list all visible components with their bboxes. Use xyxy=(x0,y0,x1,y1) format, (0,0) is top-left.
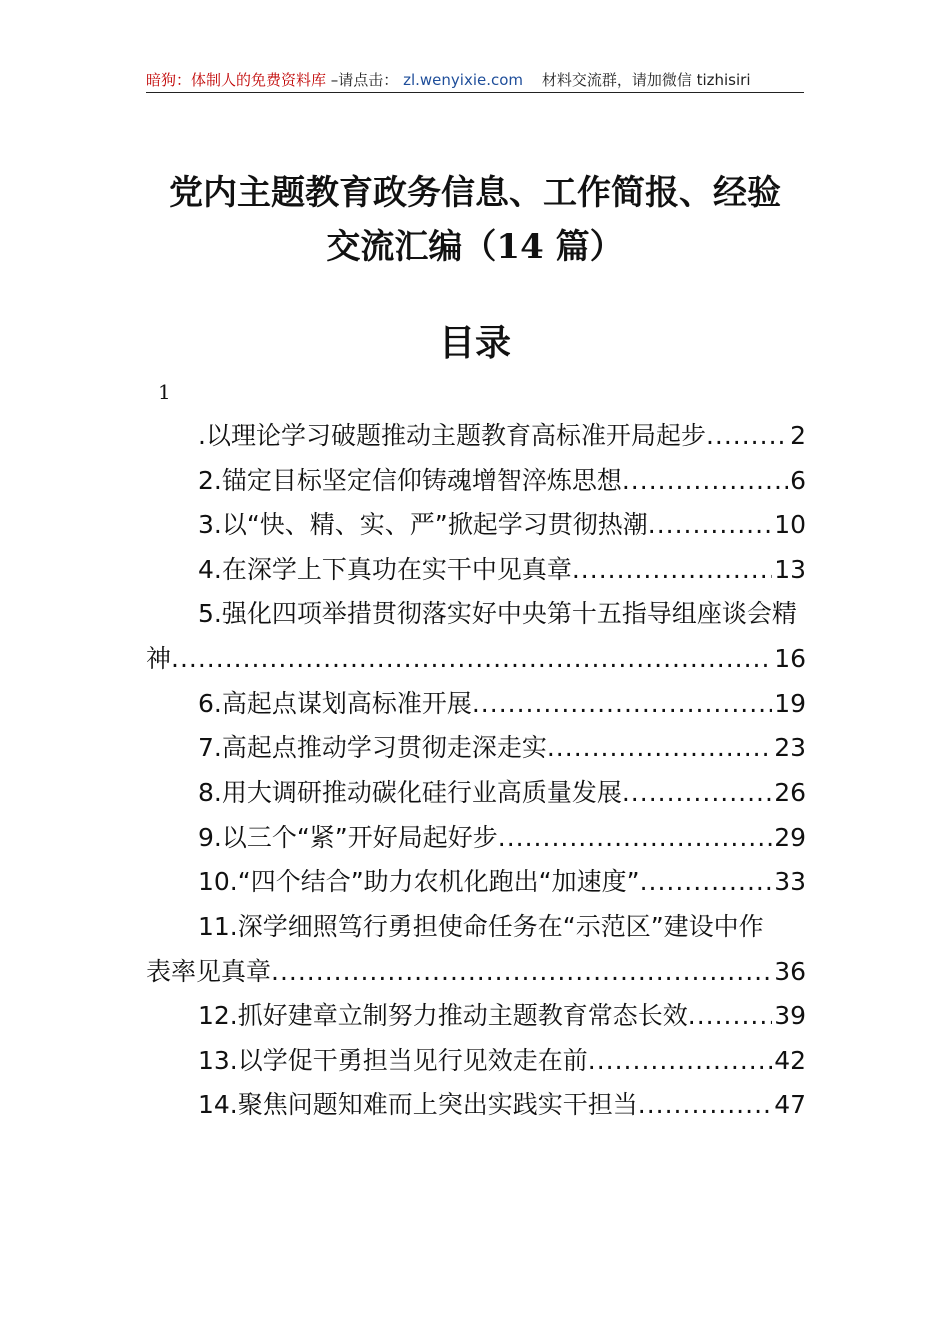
dot-leader xyxy=(171,637,772,682)
toc-entry-page: 6 xyxy=(790,466,806,495)
toc-entry-title: 5.强化四项举措贯彻落实好中央第十五指导组座谈会精 xyxy=(198,599,797,628)
toc-entry-title: 4.在深学上下真功在实干中见真章 xyxy=(198,555,572,584)
header-group-info: 材料交流群，请加微信 tizhisiri xyxy=(541,71,751,89)
toc-entry-title: 7.高起点推动学习贯彻走深走实 xyxy=(198,733,547,762)
toc-entry-9[interactable] xyxy=(146,816,806,861)
toc-entry-11[interactable] xyxy=(146,905,806,994)
toc-entry-1[interactable] xyxy=(146,414,806,459)
toc-entry-title: 13.以学促干勇担当见行见效走在前 xyxy=(198,1046,588,1075)
toc-entry-page: 29 xyxy=(774,823,806,852)
dot-leader xyxy=(588,1039,772,1084)
toc-entry-4[interactable] xyxy=(146,548,806,593)
header-brand: 暗狗：体制人的免费资料库 xyxy=(146,71,327,89)
document-title-line-2: 交流汇编（14 篇） xyxy=(326,227,624,267)
toc-entry-8[interactable] xyxy=(146,771,806,816)
toc-entry-page: 23 xyxy=(774,733,806,762)
dot-leader xyxy=(640,860,773,905)
toc-entry-title-cont: 表率见真章 xyxy=(146,956,272,986)
header-prompt: –请点击： xyxy=(330,71,399,89)
toc-entry-page: 2 xyxy=(790,421,806,450)
toc-entry-page: 42 xyxy=(774,1046,806,1075)
dot-leader xyxy=(638,1083,772,1128)
toc-entry-title: 9.以三个“紧”开好局起好步 xyxy=(198,823,498,852)
toc-entry-page: 36 xyxy=(774,956,806,986)
toc-entry-title: 3.以“快、精、实、严”掀起学习贯彻热潮 xyxy=(198,510,648,539)
toc-entry-14[interactable] xyxy=(146,1083,806,1128)
toc-entry-7[interactable] xyxy=(146,726,806,771)
toc-stray-number: 1 xyxy=(158,380,171,404)
document-title-line-1: 党内主题教育政务信息、工作简报、经验 xyxy=(169,173,781,213)
toc-entry-title: 11.深学细照笃行勇担使命任务在“示范区”建设中作 xyxy=(198,912,764,941)
toc-entry-title: 14.聚焦问题知难而上突出实践实干担当 xyxy=(198,1090,638,1119)
toc-entry-page: 19 xyxy=(774,689,806,718)
toc-entry-2[interactable] xyxy=(146,459,806,504)
toc-entry-page: 47 xyxy=(774,1090,806,1119)
toc-entry-page: 16 xyxy=(774,643,806,673)
toc-entry-page: 26 xyxy=(774,778,806,807)
toc-entry-page: 33 xyxy=(774,867,806,896)
toc-entry-6[interactable] xyxy=(146,682,806,727)
toc-entry-title: 10.“四个结合”助力农机化跑出“加速度” xyxy=(198,867,640,896)
dot-leader xyxy=(648,503,772,548)
toc-entry-title: 6.高起点谋划高标准开展 xyxy=(198,689,472,718)
dot-leader xyxy=(472,682,772,727)
dot-leader xyxy=(622,771,772,816)
toc-entry-page: 10 xyxy=(774,510,806,539)
toc-entry-13[interactable] xyxy=(146,1039,806,1084)
dot-leader xyxy=(498,816,772,861)
toc-entry-5[interactable] xyxy=(146,592,806,681)
toc-entry-title-cont: 神 xyxy=(146,643,172,673)
toc-entry-10[interactable] xyxy=(146,860,806,905)
toc-entry-title: 12.抓好建章立制努力推动主题教育常态长效 xyxy=(198,1001,688,1030)
page-header xyxy=(146,68,804,93)
toc-entry-12[interactable] xyxy=(146,994,806,1039)
dot-leader xyxy=(572,548,772,593)
toc-entry-title: 8.用大调研推动碳化硅行业高质量发展 xyxy=(198,778,622,807)
dot-leader xyxy=(271,950,772,995)
dot-leader xyxy=(547,726,772,771)
toc-entry-3[interactable] xyxy=(146,503,806,548)
toc-entry-page: 39 xyxy=(774,1001,806,1030)
dot-leader xyxy=(622,459,788,504)
dot-leader xyxy=(706,414,788,459)
toc-entry-title: 2.锚定目标坚定信仰铸魂增智淬炼思想 xyxy=(198,466,622,495)
toc-heading: 目录 xyxy=(438,322,511,364)
dot-leader xyxy=(688,994,772,1039)
toc-entry-title: .以理论学习破题推动主题教育高标准开局起步 xyxy=(198,421,706,450)
toc-entry-page: 13 xyxy=(774,555,806,584)
header-url-link[interactable]: zl.wenyixie.com xyxy=(403,71,524,89)
